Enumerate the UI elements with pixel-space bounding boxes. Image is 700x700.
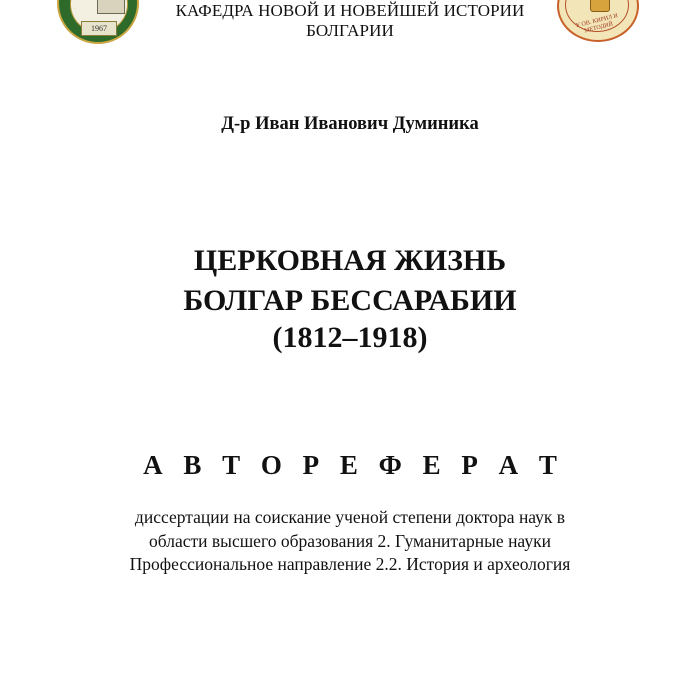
description-line-2: области высшего образования 2. Гуманитарные науки	[149, 531, 551, 551]
thesis-title-line-3: (1812–1918)	[272, 321, 428, 354]
seal-ring-text: У ОВ. КИРИЛ И МЕТОДИЙ	[575, 13, 619, 35]
department-title-line-1: КАФЕДРА НОВОЙ И НОВЕЙШЕЙ ИСТОРИИ	[175, 1, 525, 20]
description-line-1: диссертации на соискание ученой степени доктора наук в	[134, 507, 566, 527]
document-type-heading: А В Т О Р Е Ф Е Р А Т	[143, 450, 564, 480]
thesis-title-line-2: БОЛГАР БЕССАРАБИИ	[183, 284, 517, 317]
seal-year: 1967	[81, 21, 117, 36]
thesis-title-line-1: ЦЕРКОВНАЯ ЖИЗНЬ	[193, 244, 507, 277]
department-title-line-2: БОЛГАРИИ	[306, 21, 394, 40]
description-line-3: Профессиональное направление 2.2. История и археология	[129, 554, 571, 574]
author-name: Д-р Иван Иванович Думиника	[221, 114, 479, 134]
